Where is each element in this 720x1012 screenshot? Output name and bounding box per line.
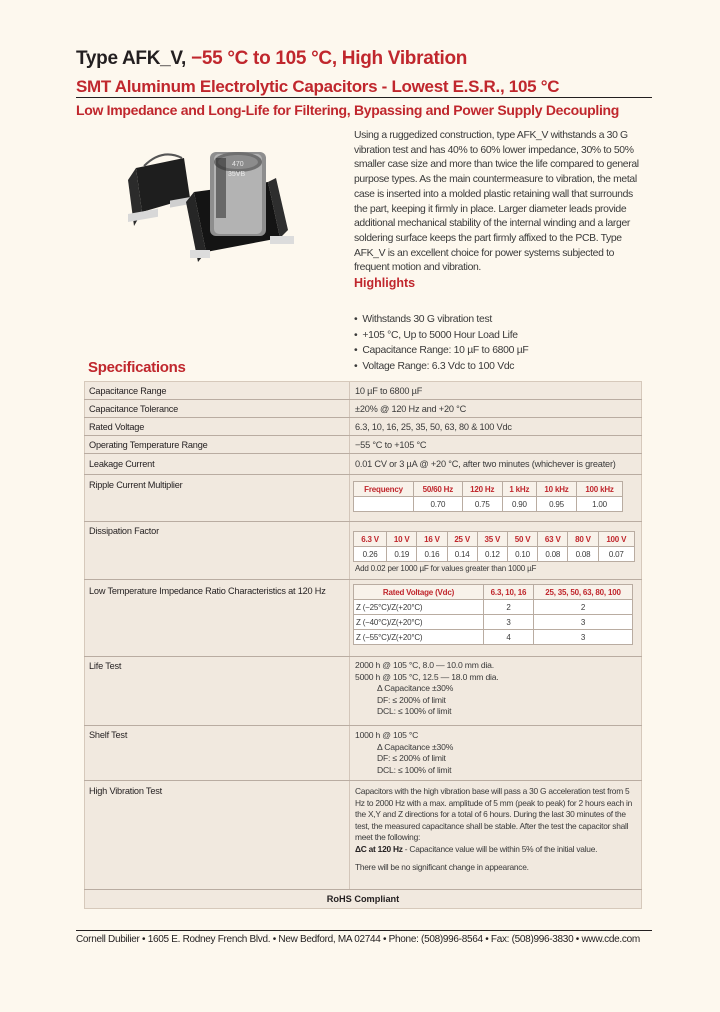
lt-header: 25, 35, 50, 63, 80, 100 xyxy=(533,585,632,600)
leakage-current-value: 0.01 CV or 3 µA @ +20 °C, after two minutes (whichever is greater) xyxy=(355,459,616,469)
page-title xyxy=(76,48,467,70)
dissipation-table xyxy=(353,531,635,562)
df-cell: 0.10 xyxy=(507,547,537,562)
life-test-line: 2000 h @ 105 °C, 8.0 — 10.0 mm dia. xyxy=(355,660,494,670)
lt-cell: 3 xyxy=(484,615,534,630)
ripple-header: 10 kHz xyxy=(536,482,576,497)
shelf-test-value xyxy=(355,730,453,776)
df-cell: 0.26 xyxy=(354,547,387,562)
df-header: 25 V xyxy=(447,532,477,547)
lt-row-label: Z (−25°C)/Z(+20°C) xyxy=(354,600,484,615)
df-cell: 0.08 xyxy=(538,547,568,562)
row-divider xyxy=(84,399,642,400)
life-test-line: 5000 h @ 105 °C, 12.5 — 18.0 mm dia. xyxy=(355,671,499,682)
shelf-test-line: Δ Capacitance ±30% xyxy=(377,741,454,752)
ripple-header: 120 Hz xyxy=(462,482,502,497)
operating-temp-label: Operating Temperature Range xyxy=(89,440,208,450)
ripple-header: 50/60 Hz xyxy=(414,482,463,497)
highlights-title: Highlights xyxy=(354,276,416,290)
df-header: 10 V xyxy=(387,532,417,547)
lt-row-label: Z (−55°C)/Z(+20°C) xyxy=(354,630,484,645)
highlight-item: • Voltage Range: 6.3 Vdc to 100 Vdc xyxy=(354,359,528,375)
df-cell: 0.16 xyxy=(417,547,447,562)
footer-contact: Cornell Dubilier • 1605 E. Rodney French Blvd. • New Bedford, MA 02744 • Phone: (508)996-8564 • Fax: (508)996-3830 • www.cde.com xyxy=(76,934,640,945)
lt-cell: 2 xyxy=(533,600,632,615)
df-cell: 0.14 xyxy=(447,547,477,562)
ripple-cell: 0.70 xyxy=(414,497,463,512)
ripple-cell: 0.95 xyxy=(536,497,576,512)
header-rule xyxy=(76,97,652,98)
dissipation-note: Add 0.02 per 1000 µF for values greater than 1000 µF xyxy=(355,564,537,573)
life-test-line: Δ Capacitance ±30% xyxy=(377,683,454,694)
capacitance-tolerance-value: ±20% @ 120 Hz and +20 °C xyxy=(355,404,467,414)
leakage-current-label: Leakage Current xyxy=(89,459,155,469)
row-divider xyxy=(84,521,642,522)
lt-header: 6.3, 10, 16 xyxy=(484,585,534,600)
rated-voltage-label: Rated Voltage xyxy=(89,422,145,432)
df-cell: 0.12 xyxy=(477,547,507,562)
vibration-test-label: High Vibration Test xyxy=(89,786,162,796)
subtitle: SMT Aluminum Electrolytic Capacitors - Lowest E.S.R., 105 °C xyxy=(76,77,560,96)
df-cell: 0.19 xyxy=(387,547,417,562)
row-divider xyxy=(84,725,642,726)
ripple-label: Ripple Current Multiplier xyxy=(89,480,183,490)
capacitance-range-label: Capacitance Range xyxy=(89,386,167,396)
appearance-text: There will be no significant change in appearance. xyxy=(355,861,529,872)
df-header: 16 V xyxy=(417,532,447,547)
ripple-table xyxy=(353,481,623,512)
product-description: Using a ruggedized construction, type AFK_V withstands a 30 G vibration test and has 40% to 60% lower impedance, 30% to 50% smaller case size and more than twice the life compared to general purpose types. As the main countermeasure to vibration, the metal case is inserted into a molded plastic retaining wall that surrounds the part, keeping it firmly in place. Larger diameter leads provide additional mechanical stability of the internal winding and a larger soldering surface keeps the part firmly affixed to the PCB. Type AFK_V is an excellent choice for power systems subjected to frequent motion and vibration. xyxy=(354,130,639,274)
df-header: 50 V xyxy=(507,532,537,547)
life-test-label: Life Test xyxy=(89,661,122,671)
rated-voltage-value: 6.3, 10, 16, 25, 35, 50, 63, 80 & 100 Vdc xyxy=(355,422,512,432)
highlight-item: • Withstands 30 G vibration test xyxy=(354,312,528,328)
dissipation-label: Dissipation Factor xyxy=(89,526,159,536)
operating-temp-value: −55 °C to +105 °C xyxy=(355,440,427,450)
highlight-item: • +105 °C, Up to 5000 Hour Load Life xyxy=(354,328,528,344)
low-temp-label: Low Temperature Impedance Ratio Characteristics at 120 Hz xyxy=(89,586,326,596)
product-photo xyxy=(128,140,298,270)
lt-cell: 3 xyxy=(533,615,632,630)
delta-c-label: ΔC at 120 Hz xyxy=(355,843,403,854)
life-test-line: DF: ≤ 200% of limit xyxy=(377,694,446,705)
life-test-value xyxy=(355,660,499,718)
svg-text:35VB: 35VB xyxy=(228,171,246,178)
df-cell: 0.07 xyxy=(598,547,634,562)
capacitance-range-value: 10 µF to 6800 µF xyxy=(355,386,423,396)
rohs-compliant: RoHS Compliant xyxy=(84,889,642,909)
svg-text:470: 470 xyxy=(232,161,244,168)
df-header: 35 V xyxy=(477,532,507,547)
low-temp-table xyxy=(353,584,633,645)
lt-row-label: Z (−40°C)/Z(+20°C) xyxy=(354,615,484,630)
ripple-cell: 0.75 xyxy=(462,497,502,512)
ripple-header: 100 kHz xyxy=(577,482,623,497)
footer-rule xyxy=(76,930,652,931)
ripple-header: Frequency xyxy=(354,482,414,497)
df-header: 80 V xyxy=(568,532,598,547)
tagline: Low Impedance and Long-Life for Filtering, Bypassing and Power Supply Decoupling xyxy=(76,102,620,118)
title-type: Type AFK_V, xyxy=(76,48,187,69)
lt-header: Rated Voltage (Vdc) xyxy=(354,585,484,600)
title-temp-range: −55 °C to 105 °C, High Vibration xyxy=(191,48,468,69)
vibration-test-value xyxy=(355,786,637,873)
df-header: 6.3 V xyxy=(354,532,387,547)
shelf-test-label: Shelf Test xyxy=(89,730,128,740)
ripple-cell: 0.90 xyxy=(502,497,536,512)
highlights-list xyxy=(354,312,528,374)
row-divider xyxy=(84,417,642,418)
df-cell: 0.08 xyxy=(568,547,598,562)
shelf-test-line: DCL: ≤ 100% of limit xyxy=(377,764,452,775)
row-divider xyxy=(84,780,642,781)
ripple-header: 1 kHz xyxy=(502,482,536,497)
lt-cell: 2 xyxy=(484,600,534,615)
delta-c-text: - Capacitance value will be within 5% of the initial value. xyxy=(402,843,598,854)
shelf-test-line: 1000 h @ 105 °C xyxy=(355,730,419,740)
ripple-cell xyxy=(354,497,414,512)
row-divider xyxy=(84,474,642,475)
ripple-cell: 1.00 xyxy=(577,497,623,512)
specifications-title: Specifications xyxy=(88,359,186,376)
life-test-line: DCL: ≤ 100% of limit xyxy=(377,706,452,717)
row-divider xyxy=(84,453,642,454)
shelf-test-line: DF: ≤ 200% of limit xyxy=(377,753,446,764)
row-divider xyxy=(84,656,642,657)
df-header: 63 V xyxy=(538,532,568,547)
column-divider xyxy=(349,382,350,889)
capacitance-tolerance-label: Capacitance Tolerance xyxy=(89,404,179,414)
lt-cell: 3 xyxy=(533,630,632,645)
lt-cell: 4 xyxy=(484,630,534,645)
df-header: 100 V xyxy=(598,532,634,547)
row-divider xyxy=(84,579,642,580)
row-divider xyxy=(84,435,642,436)
vibration-text: Capacitors with the high vibration base will pass a 30 G acceleration test from 5 Hz to 2000 Hz with a max. amplitude of 5 mm (peak to peak) for 2 hours each in the X,Y and Z directions for a total of 6 hours. During the last 30 minutes of the test, the measured capacitance shall be stable. After the test the capacitor shall meet the following: xyxy=(355,786,633,843)
highlight-item: • Capacitance Range: 10 µF to 6800 µF xyxy=(354,343,528,359)
